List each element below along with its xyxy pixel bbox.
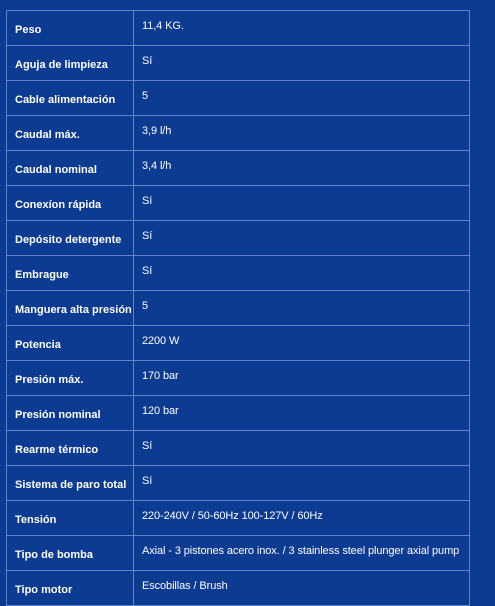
spec-value: Sí bbox=[134, 431, 470, 466]
table-row bbox=[7, 221, 470, 256]
table-row bbox=[7, 466, 470, 501]
spec-label: Tensión bbox=[7, 501, 134, 536]
spec-value: 3,9 l/h bbox=[134, 116, 470, 151]
specs-table-container bbox=[6, 10, 470, 606]
spec-value: Axial - 3 pistones acero inox. / 3 stainless steel plunger axial pump bbox=[134, 536, 470, 571]
spec-label: Depósito detergente bbox=[7, 221, 134, 256]
table-row bbox=[7, 431, 470, 466]
spec-label: Caudal nominal bbox=[7, 151, 134, 186]
spec-value: 5 bbox=[134, 291, 470, 326]
spec-value: Sí bbox=[134, 256, 470, 291]
spec-value: 170 bar bbox=[134, 361, 470, 396]
spec-label: Presión máx. bbox=[7, 361, 134, 396]
table-row bbox=[7, 11, 470, 46]
table-row bbox=[7, 361, 470, 396]
spec-label: Potencia bbox=[7, 326, 134, 361]
table-row bbox=[7, 396, 470, 431]
table-row bbox=[7, 116, 470, 151]
spec-value: Sí bbox=[134, 46, 470, 81]
spec-value: 220-240V / 50-60Hz 100-127V / 60Hz bbox=[134, 501, 470, 536]
table-row bbox=[7, 186, 470, 221]
spec-value: Escobillas / Brush bbox=[134, 571, 470, 606]
spec-label: Sistema de paro total bbox=[7, 466, 134, 501]
table-row bbox=[7, 501, 470, 536]
table-row bbox=[7, 256, 470, 291]
spec-label: Peso bbox=[7, 11, 134, 46]
spec-label: Rearme térmico bbox=[7, 431, 134, 466]
specs-table bbox=[6, 10, 470, 606]
table-row bbox=[7, 571, 470, 606]
spec-value: 11,4 KG. bbox=[134, 11, 470, 46]
table-row bbox=[7, 46, 470, 81]
table-row bbox=[7, 151, 470, 186]
spec-label: Caudal máx. bbox=[7, 116, 134, 151]
spec-value: Sí bbox=[134, 221, 470, 256]
spec-label: Cable alimentación bbox=[7, 81, 134, 116]
spec-label: Presión nominal bbox=[7, 396, 134, 431]
spec-label: Tipo de bomba bbox=[7, 536, 134, 571]
spec-value: 2200 W bbox=[134, 326, 470, 361]
spec-label: Embrague bbox=[7, 256, 134, 291]
spec-label: Manguera alta presión bbox=[7, 291, 134, 326]
spec-value: 120 bar bbox=[134, 396, 470, 431]
table-row bbox=[7, 326, 470, 361]
table-row bbox=[7, 81, 470, 116]
spec-value: 3,4 l/h bbox=[134, 151, 470, 186]
table-row bbox=[7, 291, 470, 326]
spec-label: Tipo motor bbox=[7, 571, 134, 606]
spec-label: Aguja de limpieza bbox=[7, 46, 134, 81]
spec-label: Conexíon rápida bbox=[7, 186, 134, 221]
specs-table-body bbox=[7, 11, 470, 606]
spec-value: Sí bbox=[134, 186, 470, 221]
spec-value: 5 bbox=[134, 81, 470, 116]
table-row bbox=[7, 536, 470, 571]
spec-value: Sí bbox=[134, 466, 470, 501]
